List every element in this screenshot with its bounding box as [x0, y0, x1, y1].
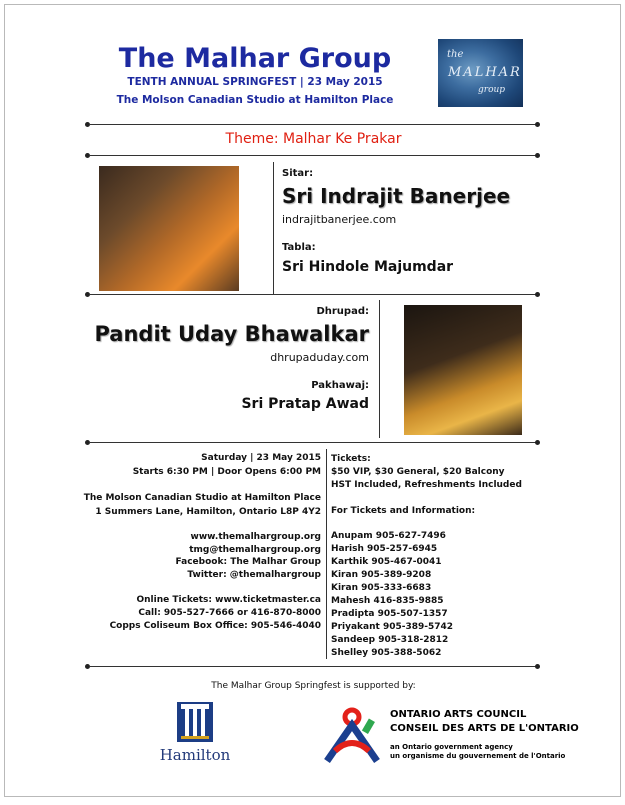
vertical-divider: [379, 300, 380, 438]
contact-item: Sandeep 905-318-2812: [331, 635, 449, 645]
divider-rule: [89, 155, 536, 156]
sitar-artist-website[interactable]: indrajitbanerjee.com: [282, 213, 397, 226]
logo-text-group: group: [478, 85, 506, 95]
rule-dot-right: [535, 664, 540, 669]
event-address: 1 Summers Lane, Hamilton, Ontario L8P 4Y2: [95, 507, 321, 517]
hamilton-wordmark: Hamilton: [159, 746, 231, 764]
rule-dot-right: [535, 292, 540, 297]
event-time: Starts 6:30 PM | Door Opens 6:00 PM: [132, 467, 321, 477]
tickets-info-heading: For Tickets and Information:: [331, 506, 476, 516]
twitter-link[interactable]: Twitter: @themalhargroup: [187, 570, 321, 580]
tabla-label: Tabla:: [282, 242, 316, 253]
tickets-heading: Tickets:: [331, 454, 371, 464]
oac-name-english: ONTARIO ARTS COUNCIL: [390, 709, 527, 720]
oac-agency-french: un organisme du gouvernement de l'Ontario: [390, 752, 566, 760]
pakhawaj-artist-name: Sri Pratap Awad: [241, 396, 369, 412]
contact-item: Shelley 905-388-5062: [331, 648, 442, 658]
sitar-artist-photo: [99, 166, 239, 291]
logo-text-malhar: MALHAR: [448, 65, 522, 80]
ontario-arts-council-icon: [321, 705, 383, 767]
vertical-divider: [273, 162, 274, 294]
contact-item: Harish 905-257-6945: [331, 544, 438, 554]
tabla-artist-name: Sri Hindole Majumdar: [282, 259, 454, 275]
box-office-number: Copps Coliseum Box Office: 905-546-4040: [109, 621, 321, 631]
dhrupad-artist-name: Pandit Uday Bhawalkar: [94, 322, 369, 346]
contact-item: Anupam 905-627-7496: [331, 531, 446, 541]
logo-text-the: the: [447, 49, 464, 60]
dhrupad-artist-photo: [404, 305, 522, 435]
sponsor-text: The Malhar Group Springfest is supported by:: [211, 681, 416, 691]
sitar-artist-name: Sri Indrajit Banerjee: [282, 184, 511, 208]
divider-rule: [89, 124, 536, 125]
contact-item: Karthik 905-467-0041: [331, 557, 442, 567]
website-link[interactable]: www.themalhargroup.org: [190, 532, 321, 542]
call-numbers: Call: 905-527-7666 or 416-870-8000: [138, 608, 321, 618]
contact-item: Kiran 905-389-9208: [331, 570, 432, 580]
contact-item: Mahesh 416-835-9885: [331, 596, 444, 606]
rule-dot-right: [535, 122, 540, 127]
event-subtitle: TENTH ANNUAL SPRINGFEST | 23 May 2015: [127, 76, 383, 88]
divider-rule: [89, 442, 536, 443]
vertical-divider: [326, 449, 327, 659]
email-link[interactable]: tmg@themalhargroup.org: [189, 545, 321, 555]
pakhawaj-label: Pakhawaj:: [311, 380, 369, 391]
dhrupad-label: Dhrupad:: [316, 306, 369, 317]
facebook-link[interactable]: Facebook: The Malhar Group: [175, 557, 321, 567]
rule-dot-right: [535, 440, 540, 445]
theme-heading: Theme: Malhar Ke Prakar: [225, 131, 402, 147]
malhar-group-logo: [438, 39, 523, 107]
event-venue: The Molson Canadian Studio at Hamilton Place: [83, 493, 321, 503]
sitar-label: Sitar:: [282, 168, 314, 179]
contact-item: Pradipta 905-507-1357: [331, 609, 448, 619]
ticket-prices: $50 VIP, $30 General, $20 Balcony: [331, 467, 505, 477]
page-title: The Malhar Group: [118, 43, 392, 74]
contact-item: Kiran 905-333-6683: [331, 583, 432, 593]
event-date: Saturday | 23 May 2015: [201, 453, 321, 463]
oac-name-french: CONSEIL DES ARTS DE L'ONTARIO: [390, 723, 579, 734]
oac-agency-english: an Ontario government agency: [390, 743, 513, 751]
rule-dot-right: [535, 153, 540, 158]
contact-item: Priyakant 905-389-5742: [331, 622, 454, 632]
divider-rule: [89, 294, 536, 295]
venue-subtitle: The Molson Canadian Studio at Hamilton Place: [116, 94, 394, 106]
ticket-included: HST Included, Refreshments Included: [331, 480, 522, 490]
flyer-page: [4, 4, 621, 797]
online-tickets-link[interactable]: Online Tickets: www.ticketmaster.ca: [136, 595, 321, 605]
dhrupad-artist-website[interactable]: dhrupaduday.com: [270, 351, 369, 364]
divider-rule: [89, 666, 536, 667]
